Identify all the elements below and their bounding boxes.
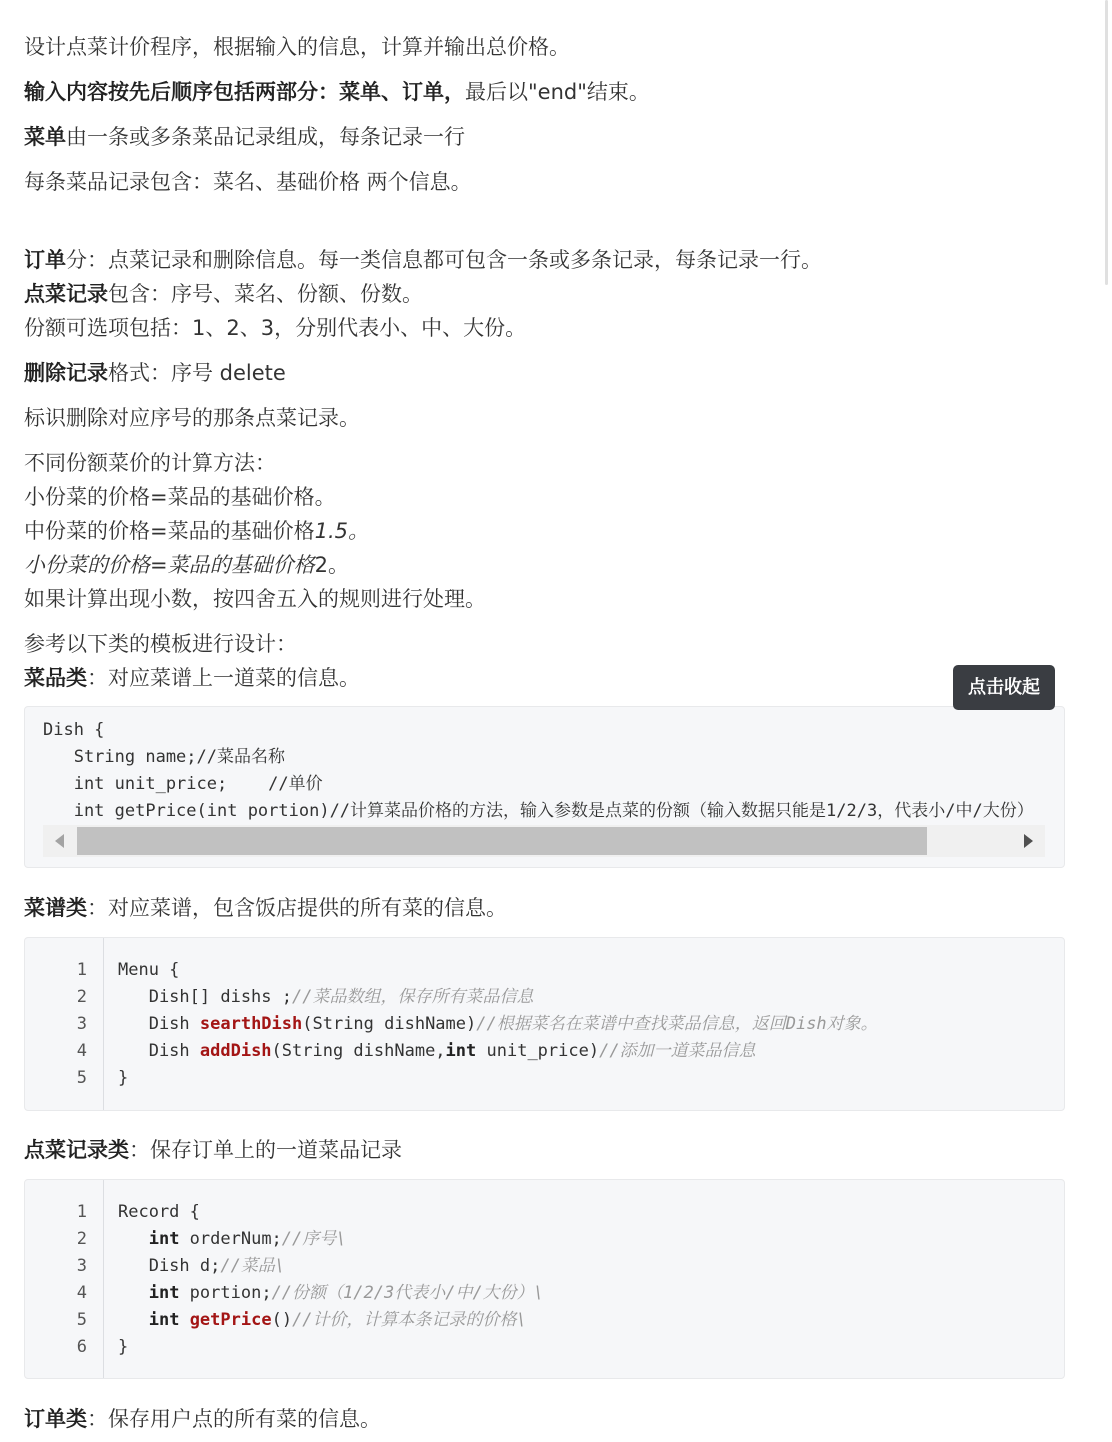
code-text: }: [118, 1068, 129, 1088]
code-text: portion;: [179, 1283, 272, 1303]
code-function: searthDish: [199, 1014, 303, 1034]
code-keyword: int: [445, 1041, 477, 1061]
code-text: Dish: [118, 1041, 200, 1061]
code-comment: //根据菜名在菜谱中查找菜品信息，返回Dish对象。: [476, 1014, 878, 1034]
horizontal-scrollbar[interactable]: [43, 825, 1045, 857]
scroll-right-arrow-icon[interactable]: [1024, 834, 1033, 848]
code-text: Record {: [118, 1202, 200, 1222]
paragraph-menu-class: [24, 893, 507, 923]
code-text: (String dishName,: [271, 1041, 446, 1061]
code-line: [118, 1038, 756, 1065]
text: ：对应菜谱上一道菜的信息。: [87, 666, 360, 690]
text: ：保存用户点的所有菜的信息。: [87, 1407, 381, 1431]
line-number: 3: [76, 1256, 87, 1276]
bold-text: 删除记录: [24, 361, 108, 385]
code-function: addDish: [199, 1041, 272, 1061]
code-keyword: int: [148, 1310, 180, 1330]
bold-text: 订单类: [24, 1407, 87, 1431]
italic-text: 1.5。: [314, 519, 370, 543]
paragraph-delete-record: [24, 358, 286, 388]
bold-text: 点菜记录类: [24, 1138, 129, 1162]
code-comment: //菜品\: [220, 1256, 286, 1276]
line-number: 2: [76, 1229, 87, 1249]
code-line: [118, 1065, 128, 1092]
paragraph-input-structure: [24, 77, 650, 107]
paragraph-dish-class: [24, 663, 360, 693]
code-line: int getPrice(int portion)//计算菜品价格的方法，输入参数是点菜的份额（输入数据只能是1/2/3，代表小/中/大份）: [43, 801, 1034, 821]
code-line: [118, 1280, 544, 1307]
collapse-button[interactable]: 点击收起: [953, 665, 1055, 710]
text: 不同份额菜价的计算方法：: [24, 451, 276, 475]
code-function: getPrice: [189, 1310, 272, 1330]
vertical-scrollbar[interactable]: [1105, 0, 1108, 285]
text: 包含：序号、菜名、份额、份数。: [108, 282, 423, 306]
code-line: [118, 1011, 878, 1038]
code-text: (String dishName): [302, 1014, 477, 1034]
line-number: 3: [76, 1014, 87, 1034]
paragraph-order: [24, 245, 822, 275]
text: 每条菜品记录包含：菜名、基础价格 两个信息。: [24, 170, 472, 194]
paragraph-record-class: [24, 1135, 402, 1165]
text: 分：点菜记录和删除信息。每一类信息都可包含一条或多条记录，每条记录一行。: [66, 248, 822, 272]
paragraph-small-price: [24, 482, 336, 512]
scroll-left-arrow-icon[interactable]: [55, 834, 64, 848]
bold-text: 订单: [24, 248, 66, 272]
code-line: [118, 1199, 200, 1226]
text: 由一条或多条菜品记录组成，每条记录一行: [66, 125, 465, 149]
code-keyword: int: [148, 1283, 180, 1303]
text: 如果计算出现小数，按四舍五入的规则进行处理。: [24, 587, 486, 611]
code-text: orderNum;: [179, 1229, 282, 1249]
line-number: 2: [76, 987, 87, 1007]
text: ：保存订单上的一道菜品记录: [129, 1138, 402, 1162]
text: 中份菜的价格=菜品的基础价格: [24, 519, 315, 543]
paragraph-delete-desc: [24, 403, 360, 433]
line-number: 4: [76, 1041, 87, 1061]
text: 2。: [314, 553, 349, 577]
bold-text: 菜单: [24, 125, 66, 149]
line-number-gutter: [25, 938, 104, 1110]
paragraph-rounding: [24, 584, 486, 614]
bold-text: 菜谱类: [24, 896, 87, 920]
text: 设计点菜计价程序，根据输入的信息，计算并输出总价格。: [24, 35, 570, 59]
code-line: String name;//菜品名称: [43, 747, 285, 767]
code-comment: //份额（1/2/3代表小/中/大份）\: [271, 1283, 544, 1303]
paragraph-dish-record: [24, 167, 472, 197]
code-comment: //计价，计算本条记录的价格\: [292, 1310, 527, 1330]
line-number: 4: [76, 1283, 87, 1303]
code-text: unit_price): [476, 1041, 600, 1061]
line-number: 6: [76, 1337, 87, 1357]
line-number: 5: [76, 1310, 87, 1330]
bold-text: 点菜记录: [24, 282, 108, 306]
code-text: }: [118, 1337, 129, 1357]
code-line: Dish {: [43, 720, 105, 740]
record-code-block: [24, 1179, 1065, 1379]
text: 标识删除对应序号的那条点菜记录。: [24, 406, 360, 430]
code-comment: //序号\: [281, 1229, 347, 1249]
paragraph-menu: [24, 122, 465, 152]
paragraph-price-method: [24, 448, 276, 478]
text: 最后以"end"结束。: [465, 80, 650, 104]
code-line: [118, 957, 179, 984]
code-line: [118, 1226, 347, 1253]
text: 参考以下类的模板进行设计：: [24, 632, 297, 656]
code-line: [118, 1334, 128, 1361]
scrollbar-thumb[interactable]: [77, 827, 927, 855]
code-keyword: int: [148, 1229, 180, 1249]
text: 格式：序号 delete: [108, 361, 286, 385]
code-comment: //添加一道菜品信息: [599, 1041, 756, 1061]
italic-text: 小份菜的价格=菜品的基础价格: [24, 553, 315, 577]
paragraph-template-intro: [24, 629, 297, 659]
dish-code-block: [24, 706, 1065, 868]
paragraph-large-price: [24, 550, 349, 580]
bold-text: 输入内容按先后顺序包括两部分：菜单、订单，: [24, 80, 465, 104]
paragraph-order-class: [24, 1404, 381, 1434]
text: 份额可选项包括：1、2、3，分别代表小、中、大份。: [24, 316, 527, 340]
code-comment: //菜品数组，保存所有菜品信息: [292, 987, 534, 1007]
paragraph-intro: [24, 32, 570, 62]
paragraph-medium-price: [24, 516, 369, 546]
menu-code-block: [24, 937, 1065, 1111]
line-number: 5: [76, 1068, 87, 1088]
text: 小份菜的价格=菜品的基础价格。: [24, 485, 336, 509]
line-number-gutter: [25, 1180, 104, 1378]
text: ：对应菜谱，包含饭店提供的所有菜的信息。: [87, 896, 507, 920]
code-text: (): [271, 1310, 293, 1330]
code-line: [118, 984, 533, 1011]
paragraph-portion-options: [24, 313, 526, 343]
code-text: Dish: [118, 1014, 200, 1034]
code-text: Dish[] dishs ;: [118, 987, 292, 1007]
code-line: [118, 1307, 527, 1334]
paragraph-order-record: [24, 279, 423, 309]
line-number: 1: [76, 1202, 87, 1222]
line-number: 1: [76, 960, 87, 980]
code-line: [118, 1253, 285, 1280]
bold-text: 菜品类: [24, 666, 87, 690]
code-text: Menu {: [118, 960, 180, 980]
code-line: int unit_price; //单价: [43, 774, 323, 794]
code-text: Dish d;: [118, 1256, 221, 1276]
